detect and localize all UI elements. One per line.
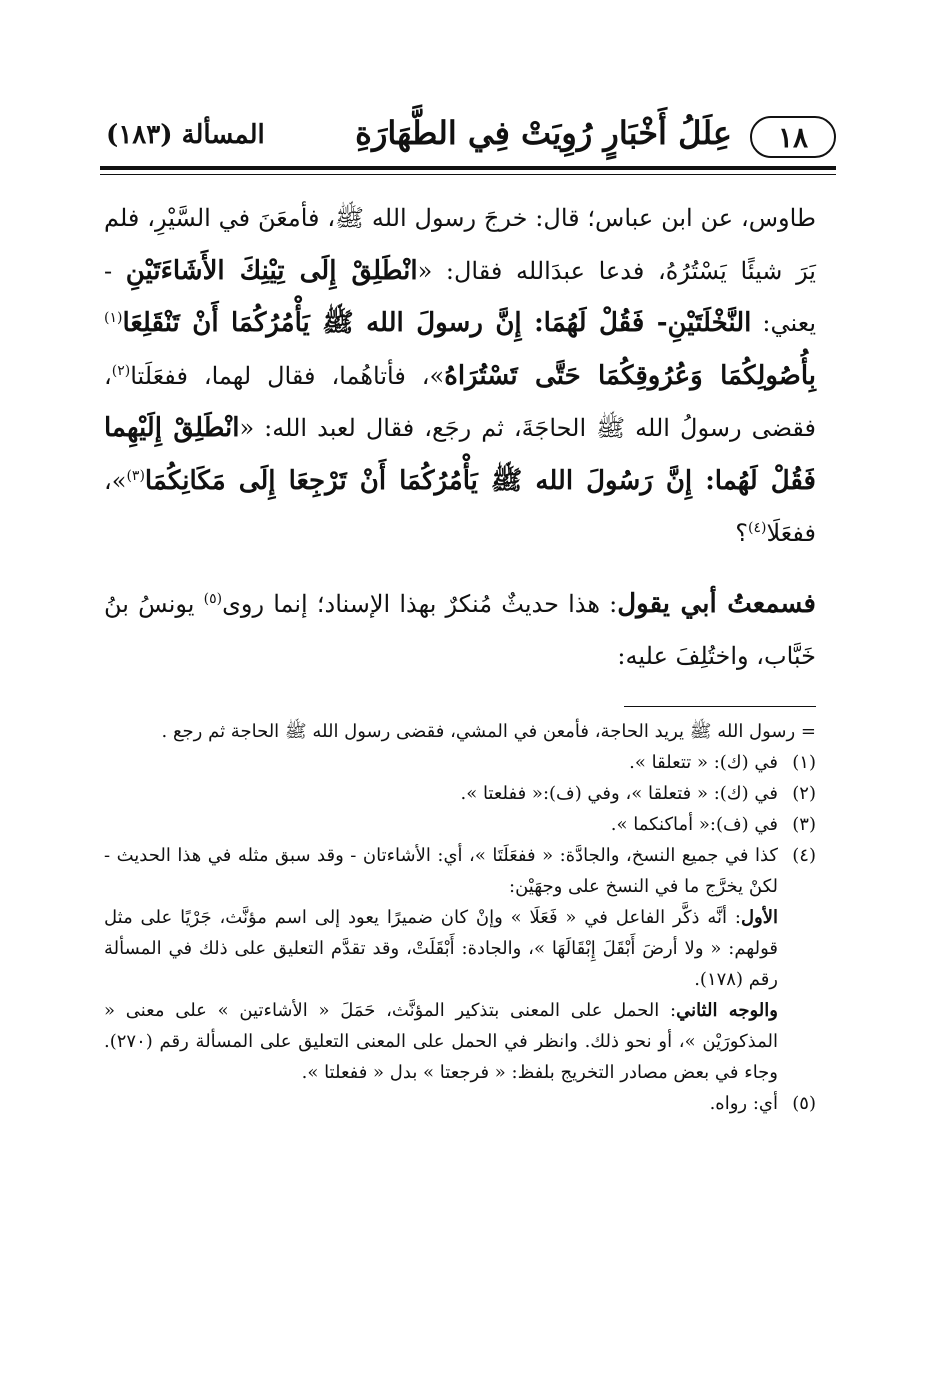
page-number: ١٨ (750, 116, 836, 158)
footnote-number: (٣) (792, 814, 816, 835)
quote-segment: بِأُصُولِكُمَا وَعُرُوقِكُمَا حَتَّى تَسْتُرَاهُ (444, 360, 816, 391)
text-segment: »، ففعَلَا (104, 466, 816, 547)
footnote-second-aspect (104, 995, 778, 1088)
text-segment: »، فأتاهُما، فقال لهما، ففعَلَتا (130, 361, 445, 390)
footnote-ref[interactable]: (٣) (126, 467, 145, 484)
footnote-number: (٤) (792, 845, 816, 866)
footnote-text (104, 840, 778, 1088)
paragraph-commentary (104, 578, 816, 683)
footnote-item (104, 778, 816, 809)
footnote-number: (١) (792, 752, 816, 773)
footnote-continuation: = رسول الله ﷺ يريد الحاجة، فأمعن في المشي، فقضى رسول الله ﷺ الحاجة ثم رجع . (161, 721, 816, 742)
footnote-ref[interactable]: (١) (104, 310, 123, 326)
aspect-lead: والوجه الثاني (676, 1000, 778, 1021)
footnote-item (104, 809, 816, 840)
header-rule-thick (100, 166, 836, 170)
aspect-text: : أنَّه ذكَّر الفاعل في « فَعَلَا » وإنْ كان ضميرًا يعود إلى اسم مؤنَّث، جَرْيًا على مثل قولهم: « ولا أرضَ أَبْقَلَ إِبْقَالَهَا »، والجادة: أَبْقَلَتْ، وقد تقدَّم التعليق على ذلك في المسألة رقم (١٧٨). (104, 907, 778, 990)
quote-segment: النَّخْلَتَيْنِ- فَقُلْ لَهُمَا: إِنَّ رسولَ الله ﷺ يَأْمُرُكُمَا أَنْ تَنْقَلِعَا (122, 308, 752, 338)
footnote-ref[interactable]: (٢) (111, 362, 131, 379)
footnote-number: (٢) (792, 783, 816, 804)
lead-phrase: فسمعتُ أبي يقول (617, 588, 816, 619)
text-segment: : هذا حديثٌ مُنكرٌ بهذا الإسناد؛ إنما روى (222, 589, 618, 618)
issue-label: المسألة (١٨٣) (106, 120, 265, 150)
footnote-intro: كذا في جميع النسخ، والجادَّة: « ففعَلَتَا »، أي: الأشاءتان - وقد سبق مثله في هذا الحديث - لكنْ يخرَّج ما في النسخ على وجهَيْن: (104, 845, 778, 897)
main-text (104, 192, 816, 683)
footnote-first-aspect (104, 902, 778, 995)
footnote-text: في (ف):« أماكنكما ». (610, 814, 778, 835)
footnote-ref[interactable]: (٤) (748, 520, 767, 536)
text-segment: ، فقضى رسولُ الله ﷺ الحاجَةَ، ثم رجَع، فقال لعبد الله: « (104, 361, 817, 442)
book-title: عِلَلُ أَخْبَارٍ رُوِيَتْ فِي الطَّهَارَةِ (355, 114, 732, 152)
aspect-text: : الحمل على المعنى بتذكير المؤنَّث، حَمَلَ « الأشاءتين » على معنى « المذكورَيْن »، أو نحو ذلك. وانظر في الحمل على المعنى التعليق على المسألة رقم (٢٧٠). وجاء في بعض مصادر التخريج بلفظ: « فرجعتا » بدل « ففعلتا ». (104, 1000, 778, 1083)
footnote-item (104, 1088, 816, 1119)
footnote-text: في (ك): « فتعلقا »، وفي (ف):« ففلعتا ». (460, 783, 778, 804)
footnote-text: أي: رواه. (709, 1093, 778, 1114)
quote-segment: انْطَلِقْ إِلَيْهِما فَقُلْ لَهُما: إِنَّ رَسُولَ الله ﷺ يَأْمُرُكُمَا أَنْ تَرْجِعَا إِلَى مَكَانِكُمَا (104, 413, 816, 496)
footnote-text: في (ك): « تتعلقا ». (629, 752, 778, 773)
footnote-item (104, 840, 816, 1088)
footnote-ref[interactable]: (٥) (203, 590, 223, 607)
quote-segment: انْطَلِقْ إِلَى تِيْنِكَ الأَشَاءَتَيْنِ (125, 255, 418, 286)
paragraph-hadith (104, 192, 816, 560)
text-segment: - يعني: (104, 256, 816, 337)
aspect-lead: الأول (740, 907, 778, 928)
footnotes (104, 716, 816, 1119)
footnote-number: (٥) (792, 1093, 816, 1114)
text-segment: ؟ (735, 519, 749, 547)
footnote-item (104, 747, 816, 778)
text-segment: يونسُ بنُ خَبَّاب، واختُلِفَ عليه: (104, 589, 816, 670)
header-rule-thin (100, 174, 836, 175)
footnote-separator (624, 706, 816, 707)
page-header (100, 108, 836, 164)
text-segment: طاوس، عن ابن عباس؛ قال: خرجَ رسول الله ﷺ، فأمعَنَ في السَّيْرِ، فلم يَرَ شيئًا يَسْتُرُهُ، فدعا عبدَالله فقال: « (104, 204, 816, 285)
